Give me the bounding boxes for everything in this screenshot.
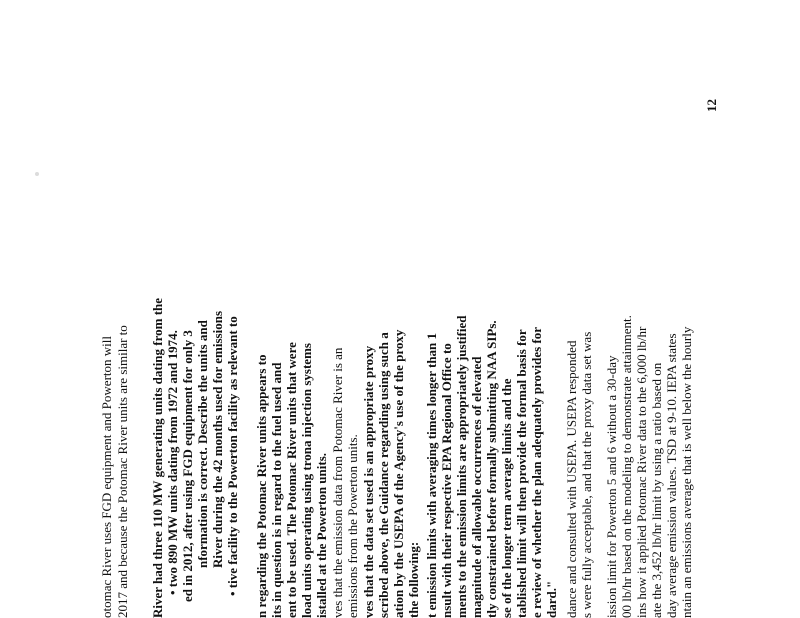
text-line: tablished limit will then provide the formal basis for bbox=[514, 329, 529, 618]
text-line: nformation is correct. Describe the units and bbox=[195, 320, 210, 568]
text-line: t emission limits with averaging times longer than 1 bbox=[424, 332, 439, 618]
text-line: • two 890 MW units dating from 1972 and 1974. bbox=[165, 330, 180, 595]
page-number: 12 bbox=[704, 99, 719, 112]
text-line: 00 lb/hr based on the modeling to demonstrate attainment. bbox=[619, 315, 634, 618]
text-line: se of the longer term average limits and the bbox=[499, 378, 514, 618]
text-line: ments to the emission limits are appropriately justified bbox=[454, 315, 469, 618]
text-line: tly constrained before formally submitting NAA SIPs. bbox=[484, 320, 499, 618]
text-line: load units operating using trona injection systems bbox=[299, 343, 314, 618]
text-line: River had three 110 MW generating units dating from the bbox=[150, 297, 165, 618]
text-line: dance and consulted with USEPA. USEPA responded bbox=[564, 340, 579, 618]
text-line: River during the 42 months used for emissions bbox=[210, 310, 225, 568]
text-line: ves that the emission data from Potomac River is an bbox=[330, 347, 345, 618]
text-line: n regarding the Potomac River units appears to bbox=[254, 354, 269, 618]
text-line: 2017 and because the Potomac River units are similar to bbox=[115, 325, 130, 618]
text-line: ed in 2012, after using FGD equipment for only 3 bbox=[180, 330, 195, 602]
text-line: ins how it applied Potomac River data to the 6,000 lb/hr bbox=[634, 326, 649, 618]
text-line: e review of whether the plan adequately provides for bbox=[529, 326, 544, 618]
text-line: magnitude of allowable occurrences of elevated bbox=[469, 356, 484, 618]
text-line: ation by the USEPA of the Agency's use of the proxy bbox=[391, 329, 406, 618]
text-line: s were fully acceptable, and that the proxy data set was bbox=[579, 331, 594, 618]
scan-speck bbox=[35, 172, 39, 176]
text-line: ent to be used. The Potomac River units that were bbox=[284, 342, 299, 618]
text-line: scribed above, the Guidance regarding using such a bbox=[376, 332, 391, 618]
text-line: otomac River uses FGD equipment and Powerton will bbox=[99, 336, 114, 618]
text-line: the following: bbox=[406, 541, 421, 618]
text-line: ntain an emissions average that is well below the hourly bbox=[679, 326, 694, 618]
text-line: dard." bbox=[544, 580, 559, 618]
text-line: emissions from the Powerton units. bbox=[345, 434, 360, 618]
text-line: istalled at the Powerton units. bbox=[314, 452, 329, 618]
text-line: • tive facility to the Powerton facility as relevant to bbox=[225, 316, 240, 596]
text-line: ate the 3,452 lb/hr limit by using a ratio based on bbox=[649, 362, 664, 618]
text-line: day average emission values. TSD at 9-10. IEPA states bbox=[664, 333, 679, 618]
text-line: nsult with their respective EPA Regional Office to bbox=[439, 343, 454, 618]
text-line: its in question is in regard to the fuel used and bbox=[269, 362, 284, 618]
text-line: ves that the data set used is an appropriate proxy bbox=[361, 345, 376, 618]
text-line: ission limit for Powerton 5 and 6 without a 30-day bbox=[604, 355, 619, 618]
